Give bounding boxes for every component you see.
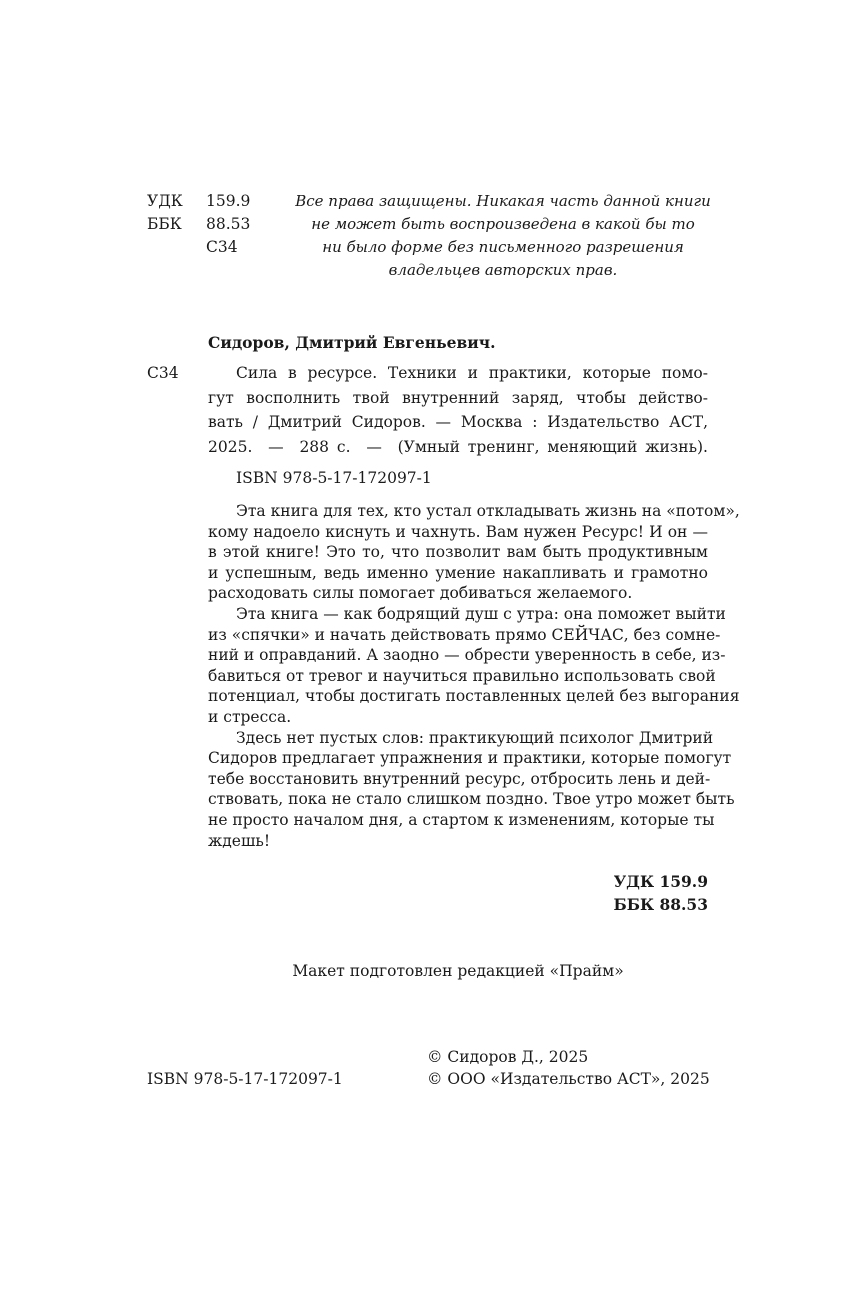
- footer-isbn: ISBN 978-5-17-172097-1: [147, 1070, 343, 1088]
- rights-notice: [290, 190, 716, 282]
- annotation-line: не просто началом дня, а стартом к изменениям, которые ты: [208, 810, 715, 829]
- bbk-value: 88.53: [206, 215, 251, 233]
- annotation-line: тебе восстановить внутренний ресурс, отбросить лень и дей-: [208, 769, 711, 788]
- annotation-line: Эта книга для тех, кто устал откладывать жизнь на «потом»,: [236, 502, 740, 520]
- author-mark: С34: [206, 238, 238, 256]
- annotation-line: из «спячки» и начать действовать прямо СЕЙЧАС, без сомне-: [208, 625, 721, 644]
- description-mark: С34: [147, 364, 179, 382]
- index-codes: [613, 870, 708, 916]
- layout-note: Макет подготовлен редакцией «Прайм»: [292, 962, 624, 980]
- rights-line: Все права защищены. Никакая часть данной книги: [295, 192, 711, 210]
- annotation-line: потенциал, чтобы достигать поставленных целей без выгорания: [208, 687, 740, 706]
- annotation-line: Здесь нет пустых слов: практикующий психолог Дмитрий: [236, 728, 714, 747]
- udk-code: УДК 159.9: [613, 872, 708, 891]
- copyright-author: © Сидоров Д., 2025: [427, 1048, 589, 1066]
- udk-value: 159.9: [206, 192, 251, 210]
- rights-line: ни было форме без письменного разрешения: [322, 238, 684, 256]
- description-line: 2025. — 288 с. — (Умный тренинг, меняющий жизнь).: [208, 438, 708, 457]
- isbn-description: ISBN 978-5-17-172097-1: [236, 469, 432, 487]
- annotation-line: бавиться от тревог и научиться правильно использовать свой: [208, 666, 716, 685]
- bbk-code: ББК 88.53: [613, 895, 708, 914]
- annotation-line: Сидоров предлагает упражнения и практики, которые помогут: [208, 749, 732, 768]
- annotation-line: в этой книге! Это то, что позволит вам быть продуктивным: [208, 543, 708, 562]
- annotation-line: ний и оправданий. А заодно — обрести уверенность в себе, из-: [208, 646, 726, 665]
- bbk-label: ББК: [147, 215, 182, 233]
- annotation-line: кому надоело киснуть и чахнуть. Вам нужен Ресурс! И он —: [208, 522, 708, 541]
- description-line: вать / Дмитрий Сидоров. — Москва : Издательство АСТ,: [208, 413, 708, 432]
- description-line: гут восполнить твой внутренний заряд, чтобы действо-: [208, 388, 708, 407]
- author-heading: Сидоров, Дмитрий Евгеньевич.: [208, 333, 496, 352]
- annotation-line: расходовать силы помогает добиваться желаемого.: [208, 584, 633, 603]
- annotation-line: Эта книга — как бодрящий душ с утра: она поможет выйти: [236, 604, 726, 623]
- rights-line: не может быть воспроизведена в какой бы то: [311, 215, 695, 233]
- rights-line: владельцев авторских прав.: [388, 261, 618, 279]
- annotation: [208, 501, 740, 851]
- udk-label: УДК: [147, 192, 183, 210]
- annotation-line: и стресса.: [208, 707, 292, 726]
- annotation-line: ждешь!: [208, 831, 271, 850]
- annotation-line: ствовать, пока не стало слишком поздно. Твое утро может быть: [208, 790, 735, 809]
- bibliographic-description: [208, 361, 708, 460]
- annotation-line: и успешным, ведь именно умение накапливать и грамотно: [208, 563, 708, 582]
- description-line: Сила в ресурсе. Техники и практики, которые помо-: [236, 364, 708, 382]
- copyright-publisher: © ООО «Издательство АСТ», 2025: [427, 1070, 710, 1088]
